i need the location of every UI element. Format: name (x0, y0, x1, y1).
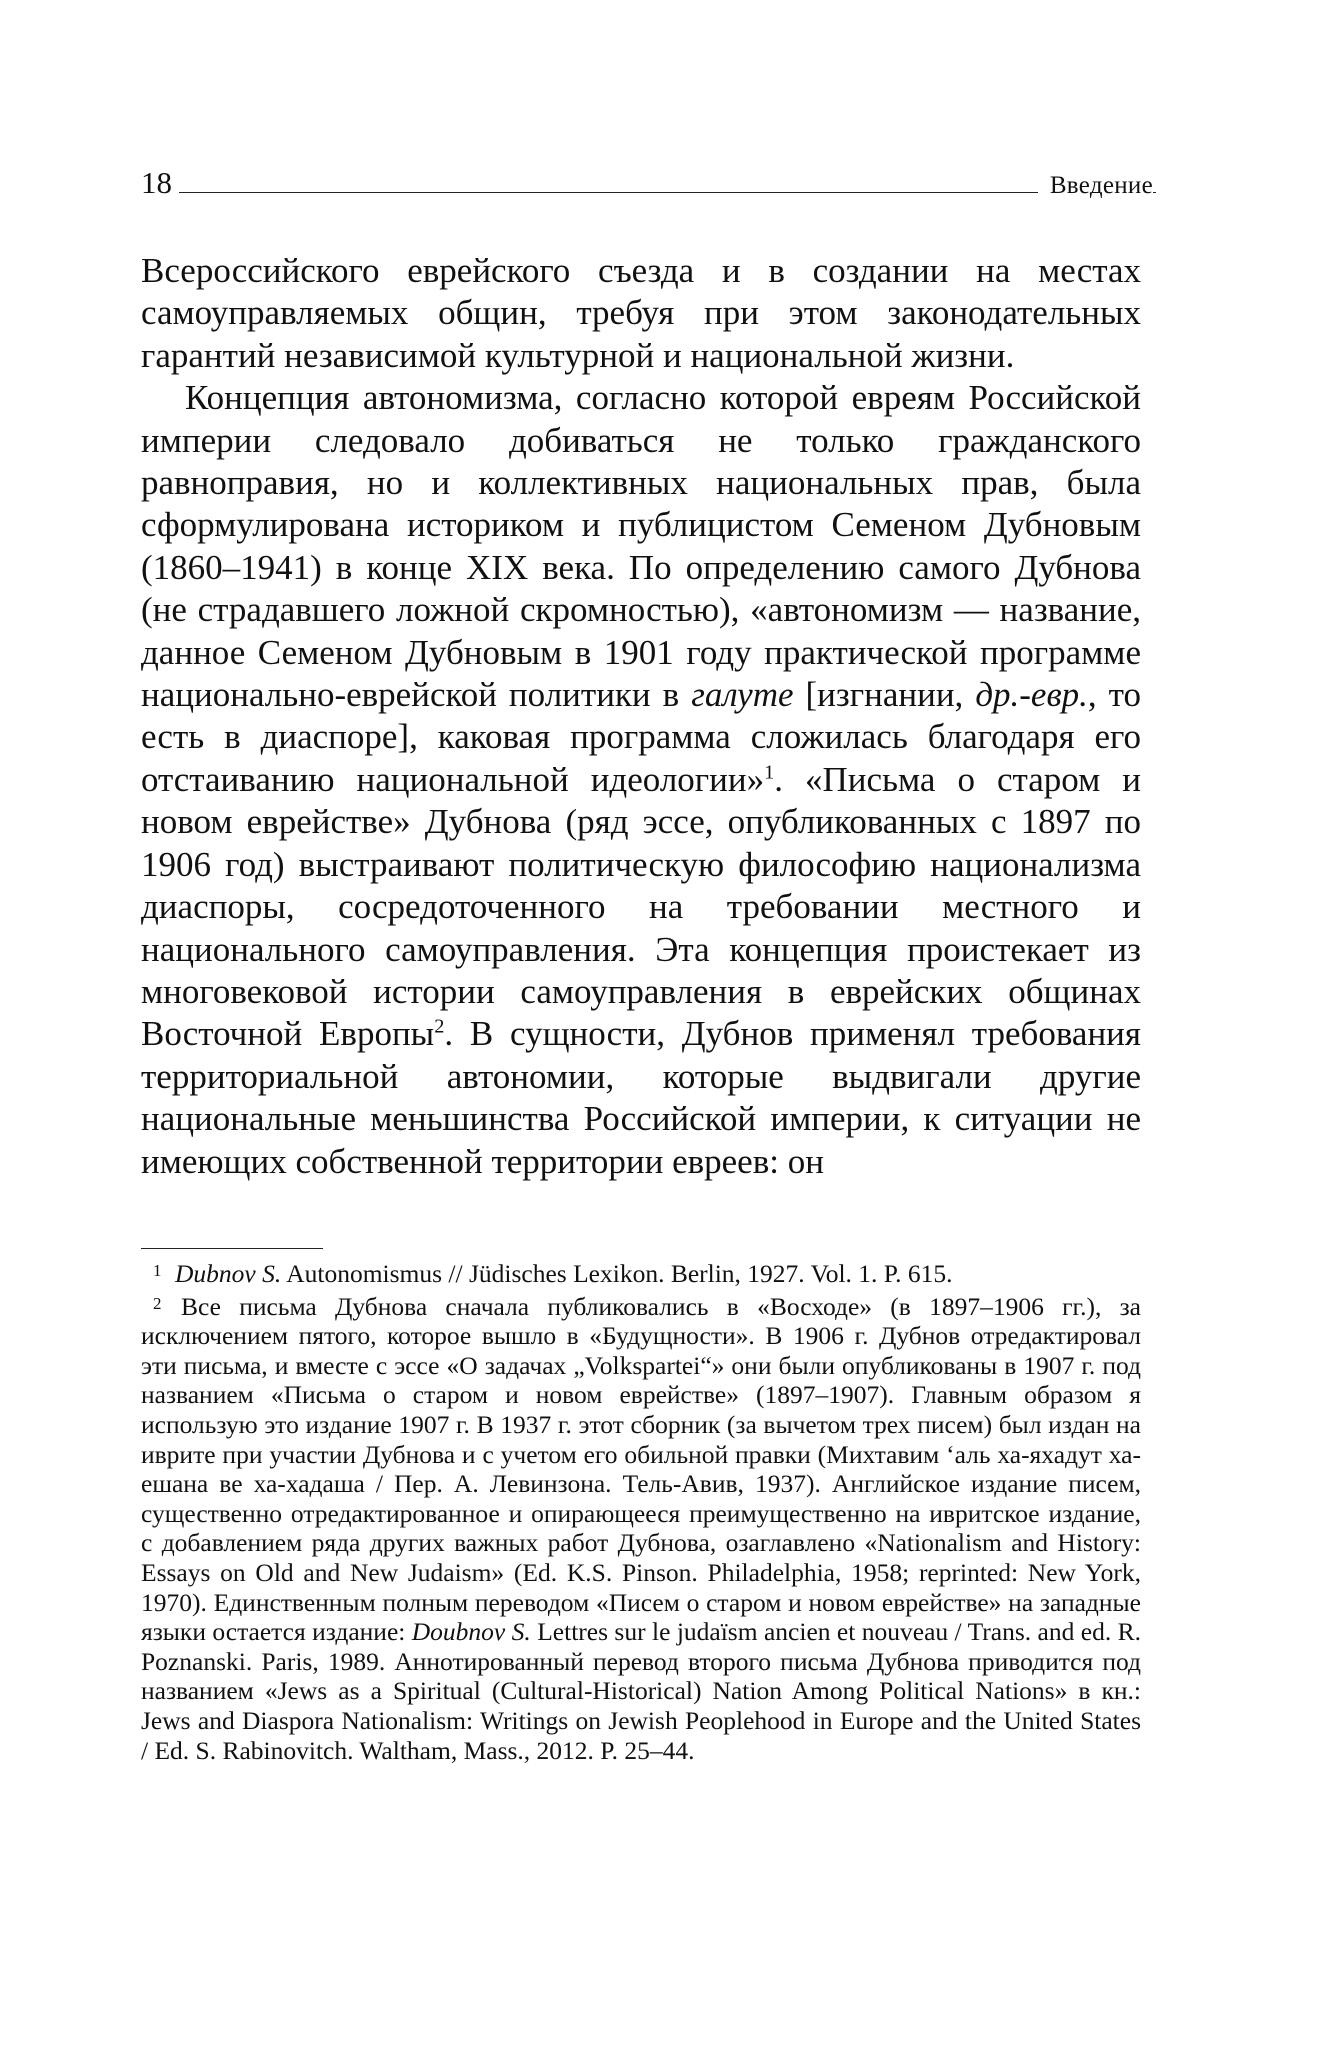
running-head: Введение (1038, 172, 1153, 200)
footnote-2 (141, 1289, 1141, 1766)
footnote-2-text-a: Все письма Дубнова сначала публиковались в «Восходе» (в 1897–1906 гг.), за исключением пятого, которое вышло в «Будущности». В 1906 г. Дубнов отредактировал эти письма, и вместе с эссе «О задачах „Volkspartei“» они были опубликованы в 1907 г. под названием «Письма о старом и новом еврействе» (1897–1907). Главным образом я использую это издание 1907 г. В 1937 г. этот сборник (за вычетом трех писем) был издан на иврите при участии Дубнова и с учетом его обильной правки (Михтавим ‘аль ха-яхадут ха-ешана ве ха-хадаша / Пер. А. Левинзона. Тель-Авив, 1937). Английское издание писем, существенно отредактированное и опирающееся преимущественно на ивритское издание, с добавлением ряда других важных работ Дубнова, озаглавлено «Nationalism and History: Essays on Old and New Judaism» (Ed. K.S. Pinson. Philadelphia, 1958; reprinted: New York, 1970). Единственным полным переводом «Писем о старом и новом еврействе» на западные языки остается издание: (141, 1291, 1141, 1647)
paragraph-2-text-b: [изгнании, (793, 675, 976, 715)
italic-galut: галуте (691, 675, 794, 715)
paragraph-2-text-a: Концепция автономизма, согласно которой евреям Российской империи следовало добиваться не только гражданского равноправия, но и коллективных национальных прав, была сформулирована историком и публицистом Семеном Дубновым (1860–1941) в конце XIX века. По определению самого Дубнова (не страдавшего ложной скромностью), «автономизм — название, данное Семеном Дубновым в 1901 году практической программе национально-еврейской политики в (141, 378, 1141, 715)
footnote-2-author: Doubnov S. (411, 1617, 531, 1647)
paragraph-2-text-e: . В сущности, Дубнов применял требования территориальной автономии, которые выдвигали другие национальные меньшинства Российской империи, к ситуации не имеющих собственной территории евреев: он (141, 1014, 1141, 1181)
footnotes (141, 1256, 1141, 1765)
paragraph-2-text-d: . «Письма о старом и новом еврействе» Дубнова (ряд эссе, опубликованных с 1897 по 1906 год) выстраивают политическую философию национализма диаспоры, сосредоточенного на требовании местного и национального самоуправления. Эта концепция проистекает из многовековой истории самоуправления в еврейских общинах Восточной Европы (141, 759, 1142, 1054)
header-rule (179, 192, 1156, 193)
italic-abbrev: др.-евр. (975, 675, 1088, 715)
footnote-2-text-b: Lettres sur le judaïsm ancien et nouveau / Trans. and ed. R. Poznanski. Paris, 1989. Аннотированный перевод второго письма Дубнова приводится под названием «Jews as a Spiritual (Cultural-Historical) Nation Among Political Nations» в кн.: Jews and Diaspora Nationalism: Writings on Jewish Peoplehood in Europe and the United States / Ed. S. Rabinovitch. Waltham, Mass., 2012. P. 25–44. (141, 1617, 1142, 1765)
paragraph-2 (141, 377, 1141, 1183)
footnote-rule (141, 1248, 323, 1249)
footnote-1 (141, 1256, 1141, 1289)
footnote-2-mark: 2 (153, 1293, 162, 1313)
paragraph-1: Всероссийского еврейского съезда и в создании на местах самоуправляемых общин, требуя при этом законодательных гарантий независимой культурной и национальной жизни. (141, 251, 1141, 375)
footnote-ref-2: 2 (434, 1015, 445, 1038)
footnote-1-author: Dubnov S. (175, 1259, 282, 1288)
footnote-ref-1: 1 (764, 761, 775, 784)
paragraph-2-text-c: , то есть в диаспоре], каковая программа сложилась благодаря его отстаиванию национальной идеологии» (141, 675, 1141, 799)
main-text (141, 250, 1141, 1183)
page-number: 18 (141, 165, 172, 200)
footnote-1-mark: 1 (153, 1261, 162, 1280)
page-header (141, 162, 1153, 202)
footnote-1-text: Autonomismus // Jüdisches Lexikon. Berlin, 1927. Vol. 1. P. 615. (281, 1259, 953, 1288)
